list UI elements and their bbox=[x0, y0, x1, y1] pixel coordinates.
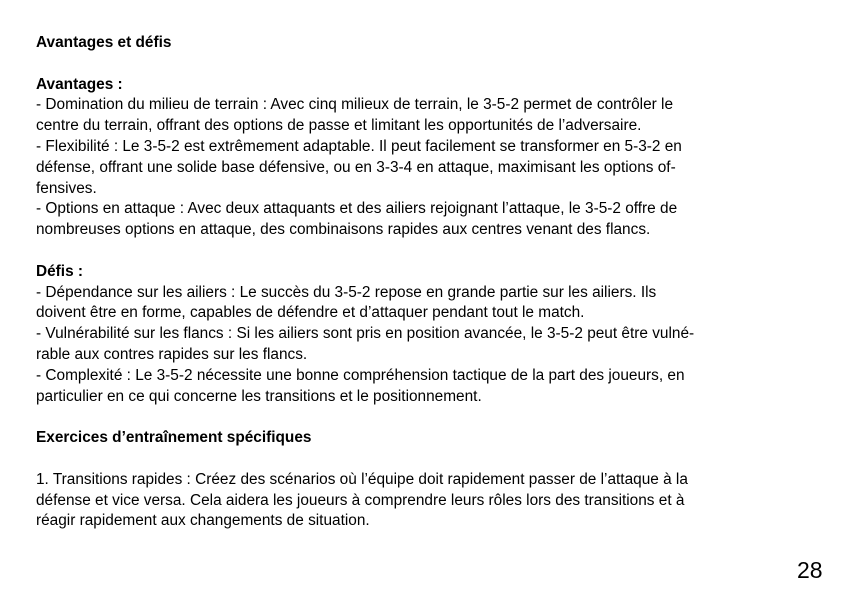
text-line: 1. Transitions rapides : Créez des scénarios où l’équipe doit rapidement passer de l’attaque à la bbox=[36, 470, 688, 488]
advantages-heading: Avantages : bbox=[36, 75, 123, 93]
text-line: particulier en ce qui concerne les transitions et le positionnement. bbox=[36, 387, 482, 405]
spacer bbox=[36, 241, 816, 262]
text-line: rable aux contres rapides sur les flancs. bbox=[36, 345, 308, 363]
text-line: - Domination du milieu de terrain : Avec cinq milieux de terrain, le 3-5-2 permet de contrôler le bbox=[36, 96, 674, 114]
spacer bbox=[36, 449, 816, 470]
text-line: défense, offrant une solide base défensive, ou en 3-3-4 en attaque, maximisant les options of- bbox=[36, 158, 676, 176]
text-line: défense et vice versa. Cela aidera les joueurs à comprendre leurs rôles lors des transitions et à bbox=[36, 491, 685, 509]
challenges-heading: Défis : bbox=[36, 262, 84, 280]
text-line: - Complexité : Le 3-5-2 nécessite une bonne compréhension tactique de la part des joueurs, en bbox=[36, 366, 685, 384]
text-line: réagir rapidement aux changements de situation. bbox=[36, 512, 370, 530]
text-line: - Vulnérabilité sur les flancs : Si les ailiers sont pris en position avancée, le 3-5-2 peut être vulné- bbox=[36, 325, 695, 343]
text-line: nombreuses options en attaque, des combinaisons rapides aux centres venant des flancs. bbox=[36, 221, 651, 239]
text-line: - Options en attaque : Avec deux attaquants et des ailiers rejoignant l’attaque, le 3-5-2 offre de bbox=[36, 200, 678, 218]
text-line: - Flexibilité : Le 3-5-2 est extrêmement adaptable. Il peut facilement se transformer en 5-3-2 en bbox=[36, 137, 682, 155]
text-line: centre du terrain, offrant des options de passe et limitant les opportunités de l’adversaire. bbox=[36, 117, 642, 135]
advantages-text bbox=[36, 95, 816, 241]
text-line: fensives. bbox=[36, 179, 97, 197]
challenges-text bbox=[36, 283, 816, 408]
exercises-text bbox=[36, 470, 816, 532]
exercises-heading: Exercices d’entraînement spécifiques bbox=[36, 429, 312, 447]
section-title: Avantages et défis bbox=[36, 34, 172, 51]
spacer bbox=[36, 54, 816, 75]
text-line: doivent être en forme, capables de défendre et d’attaquer pendant tout le match. bbox=[36, 304, 585, 322]
page-number: 28 bbox=[797, 557, 823, 583]
spacer bbox=[36, 407, 816, 428]
text-line: - Dépendance sur les ailiers : Le succès du 3-5-2 repose en grande partie sur les ailiers. Ils bbox=[36, 283, 657, 301]
page-content bbox=[36, 33, 816, 532]
